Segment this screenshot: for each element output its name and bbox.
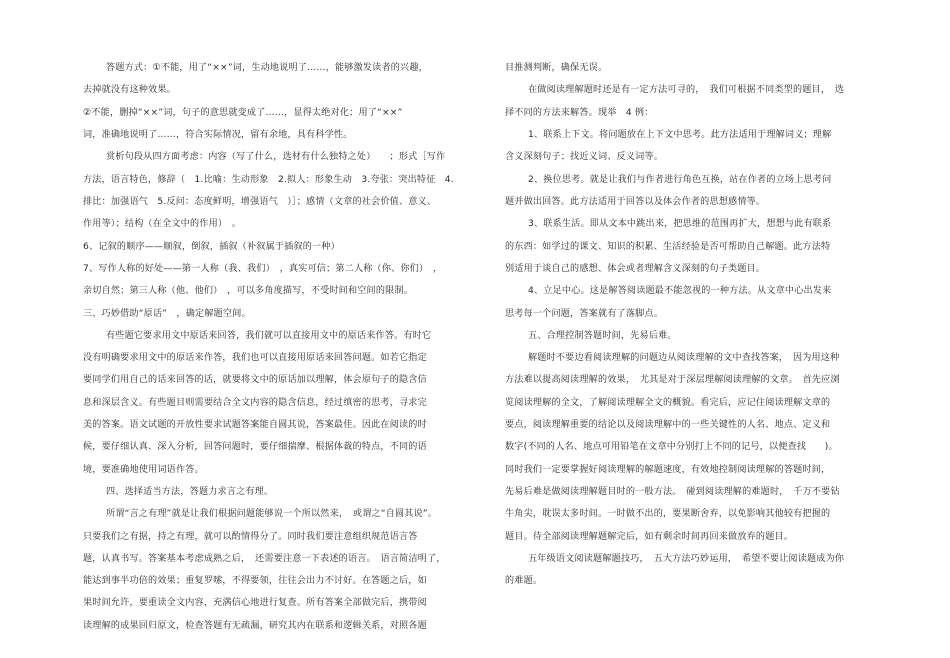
right-column-text-line: 同时我们一定要掌握好阅读理解的解题速度，有效地控制阅读理解的答题时间， xyxy=(505,465,831,475)
right-column-text-line: 题并做出回答。此方法适用于回答以及体会作者的思想感情等。 xyxy=(505,197,766,207)
left-column-text-line: 答题方式：①不能，用了“××”词，生动地说明了……，能够激发读者的兴趣， xyxy=(106,63,428,73)
right-column-text-line: 览阅读理解的全文，了解阅读理解全文的概貌。看完后，应记住阅读理解文章的 xyxy=(505,398,831,408)
right-column-text-line: 的难题。 xyxy=(505,576,543,586)
right-column-text-line: 方法难以提高阅读理解的效果， 尤其是对于深层理解阅读理解的文章。 首先应浏 xyxy=(505,375,840,385)
left-column-text-line: 境，要准确地使用词语作答。 xyxy=(83,465,204,475)
left-column-text-line: 赏析句段从四方面考虑：内容（写了什么，选材有什么独特之处） ；形式［写作 xyxy=(106,152,446,162)
right-column-text-line: 4、立足中心。这是解答阅读题最不能忽视的一种方法。从文章中心出发来 xyxy=(528,286,832,296)
right-column-text-line: 择不同的方法来解答。现举 4 例： xyxy=(505,108,654,118)
left-column-text-line: ②不能，删掉“××”词，句子的意思就变成了……，显得太绝对化；用了“××” xyxy=(83,108,403,118)
right-column-text-line: 3、联系生活。即从文本中跳出来，把思维的范围再扩大，想想与此有联系 xyxy=(528,219,832,229)
right-column-text-line: 牛角尖，耽误太多时间。一时做不出的，要果断舍弃，以免影响其他较有把握的 xyxy=(505,509,831,519)
right-column-text-line: 在做阅读理解题时还是有一定方法可寻的， 我们可根据不同类型的题目， 选 xyxy=(528,85,845,95)
left-column-text-line: 有些题它要求用文中原话来回答，我们就可以直接用文中的原话来作答。有时它 xyxy=(106,331,432,341)
left-column-text-line: 三、巧妙借助“原话” ，确定解题空间。 xyxy=(83,309,251,319)
right-column-text-line: 五、合理控制答题时间，先易后难。 xyxy=(528,331,677,341)
left-column-text-line: 6、记叙的顺序——顺叙，倒叙，插叙（补叙属于插叙的一种） xyxy=(83,242,340,252)
right-column-text-line: 要点，阅读理解重要的结论以及阅读理解中的一些关键性的人名、地点、定义和 xyxy=(505,420,831,430)
left-column-text-line: 要同学们用自己的话来回答的话，就要将文中的原话加以理解，体会原句子的隐含信 xyxy=(83,375,427,385)
right-column-text-line: 先易后难是做阅读理解题目时的一般方法。 碰到阅读理解的难题时， 千万不要钻 xyxy=(505,487,840,497)
left-column-text-line: 7、写作人称的好处——第一人称（我、我们） ，真实可信；第二人称（你、你们） ， xyxy=(83,264,443,274)
right-column-text-line: 别适用于谈自己的感想、体会或者理解含义深刻的句子类题目。 xyxy=(505,264,766,274)
left-column-text-line: 候，要仔细认真、深入分析，回答问题时，要仔细揣摩、根据体裁的特点，不同的语 xyxy=(83,442,427,452)
right-column-text-line: 目推测判断，确保无误。 xyxy=(505,63,608,73)
right-column-text-line: 数字(不同的人名、地点可用铅笔在文章中分别打上不同的记号，以便查找 )。 xyxy=(505,442,838,452)
left-column-text-line: 亲切自然；第三人称（他、他们） ，可以多角度描写，不受时间和空间的限制。 xyxy=(83,286,414,296)
left-column-text-line: 排比：加强语气 5.反问：态度鲜明，增强语气 ）］；感情（文章的社会价值、意义、 xyxy=(83,197,437,207)
right-column-text-line: 的东西：如学过的课文、知识的积累、生活经验是否可帮助自己解题。此方法特 xyxy=(505,242,831,252)
left-column-text-line: 果时间允许，要重读全文内容，充满信心地进行复查。所有答案全部做完后，携带阅 xyxy=(83,598,427,608)
left-column-text-line: 只要我们之有据，持之有理，就可以酌情得分了。同时我们要注意组织规范语言答 xyxy=(83,532,418,542)
left-column-text-line: 方法，语言特色，修辞（ 1.比喻：生动形象 2.拟人：形象生动 3.夸张：突出特征 4. xyxy=(83,175,454,185)
right-column-text-line: 五年级语文阅读题解题技巧， 五大方法巧妙运用， 希望不要让阅读题成为你 xyxy=(528,554,845,564)
left-column-text-line: 所谓“言之有理”就是让我们根据问题能够说一个所以然来， 或谓之“自圆其说”。 xyxy=(106,509,438,519)
right-column-text-line: 1、联系上下文。将问题放在上下文中思考。此方法适用于理解词义；理解 xyxy=(528,130,832,140)
right-column-text-line: 2、换位思考。就是让我们与作者进行角色互换，站在作者的立场上思考问 xyxy=(528,175,832,185)
left-column-text-line: 美的答案。语文试题的开放性要求试题答案能自圆其说，答案最佳。因此在阅读的时 xyxy=(83,420,427,430)
left-column-text-line: 题，认真书写。答案基本考虑成熟之后， 还需要注意一下表述的语言。 语言简洁明了， xyxy=(83,554,446,564)
right-column-text-line: 思考每一个问题，答案就有了落脚点。 xyxy=(505,309,663,319)
left-column-text-line: 读理解的成果回归原文，检查答题有无疏漏，研究其内在联系和逻辑关系，对照各题 xyxy=(83,621,427,631)
left-column-text-line: 能达到事半功倍的效果；重复罗嗦，不得要领，往往会出力不讨好。在答题之后，如 xyxy=(83,576,427,586)
right-column-text-line: 含义深刻句子；找近义词、反义词等。 xyxy=(505,152,663,162)
left-column-text-line: 息和深层含义。有些题目则需要结合全文内容的隐含信息，经过缜密的思考，寻求完 xyxy=(83,398,427,408)
left-column-text-line: 四、选择适当方法，答题力求言之有理。 xyxy=(106,487,274,497)
right-column-text-line: 题目。待全部阅读理解题解完后，如有剩余时间再回来做放弃的题目。 xyxy=(505,532,794,542)
right-column-text-line: 解题时不要边看阅读理解的问题边从阅读理解的文中查找答案， 因为用这种 xyxy=(528,353,840,363)
left-column-text-line: 没有明确要求用文中的原话来作答，我们也可以直接用原话来回答问题。如若它指定 xyxy=(83,353,427,363)
left-column-text-line: 去掉就没有这种效果。 xyxy=(83,85,176,95)
left-column-text-line: 作用等）；结构（在全文中的作用） 。 xyxy=(83,219,242,229)
left-column-text-line: 词，准确地说明了……，符合实际情况，留有余地，具有科学性。 xyxy=(83,130,353,140)
